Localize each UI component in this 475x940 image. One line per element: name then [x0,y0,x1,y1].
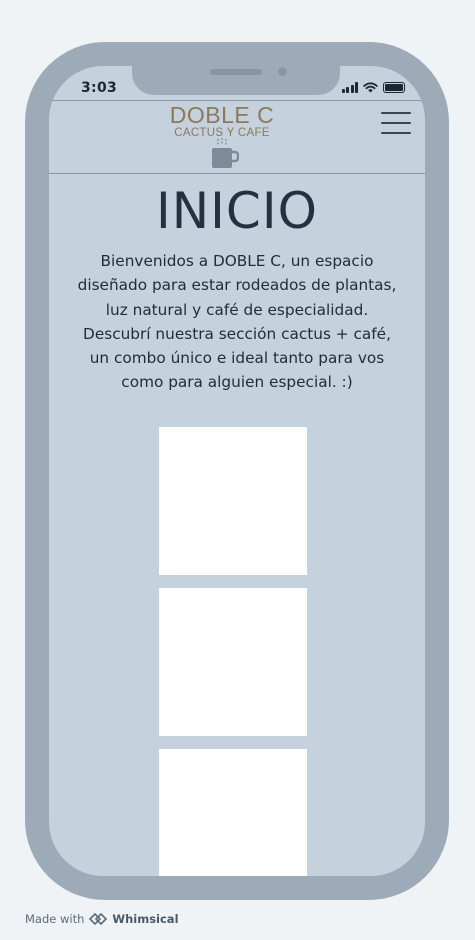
page-title: INICIO [156,182,318,240]
header-divider-top [49,100,425,101]
image-placeholder-1 [159,427,307,575]
made-with-footer[interactable] [25,912,179,926]
wifi-icon [363,82,378,93]
phone-notch [132,66,340,95]
logo-subtitle: CACTUS Y CAFE [174,127,270,139]
battery-icon [383,82,405,93]
whimsical-logo-icon [89,913,107,925]
hamburger-menu-icon[interactable] [381,112,411,134]
image-placeholder-3 [159,749,307,876]
phone-screen [49,66,425,876]
brand-logo[interactable] [157,103,287,139]
made-with-label: Made with [25,912,85,926]
intro-text: Bienvenidos a DOBLE C, un espacio diseñado para estar rodeados de plantas, luz natural y café de especialidad. Descubrí nuestra sección cactus + café, un combo único e ideal tanto para vos como para alguien especial. :) [77,252,397,392]
status-time: 3:03 [81,80,118,96]
logo-title: DOBLE C [169,102,275,128]
phone-frame [25,42,449,900]
coffee-cup-icon [209,138,239,172]
image-placeholder-2 [159,588,307,736]
header-divider-bottom [49,173,425,174]
speaker-grille [210,69,262,75]
whimsical-brand: Whimsical [112,912,179,926]
front-camera [278,67,287,76]
status-icons [342,82,406,93]
signal-icon [342,82,359,93]
